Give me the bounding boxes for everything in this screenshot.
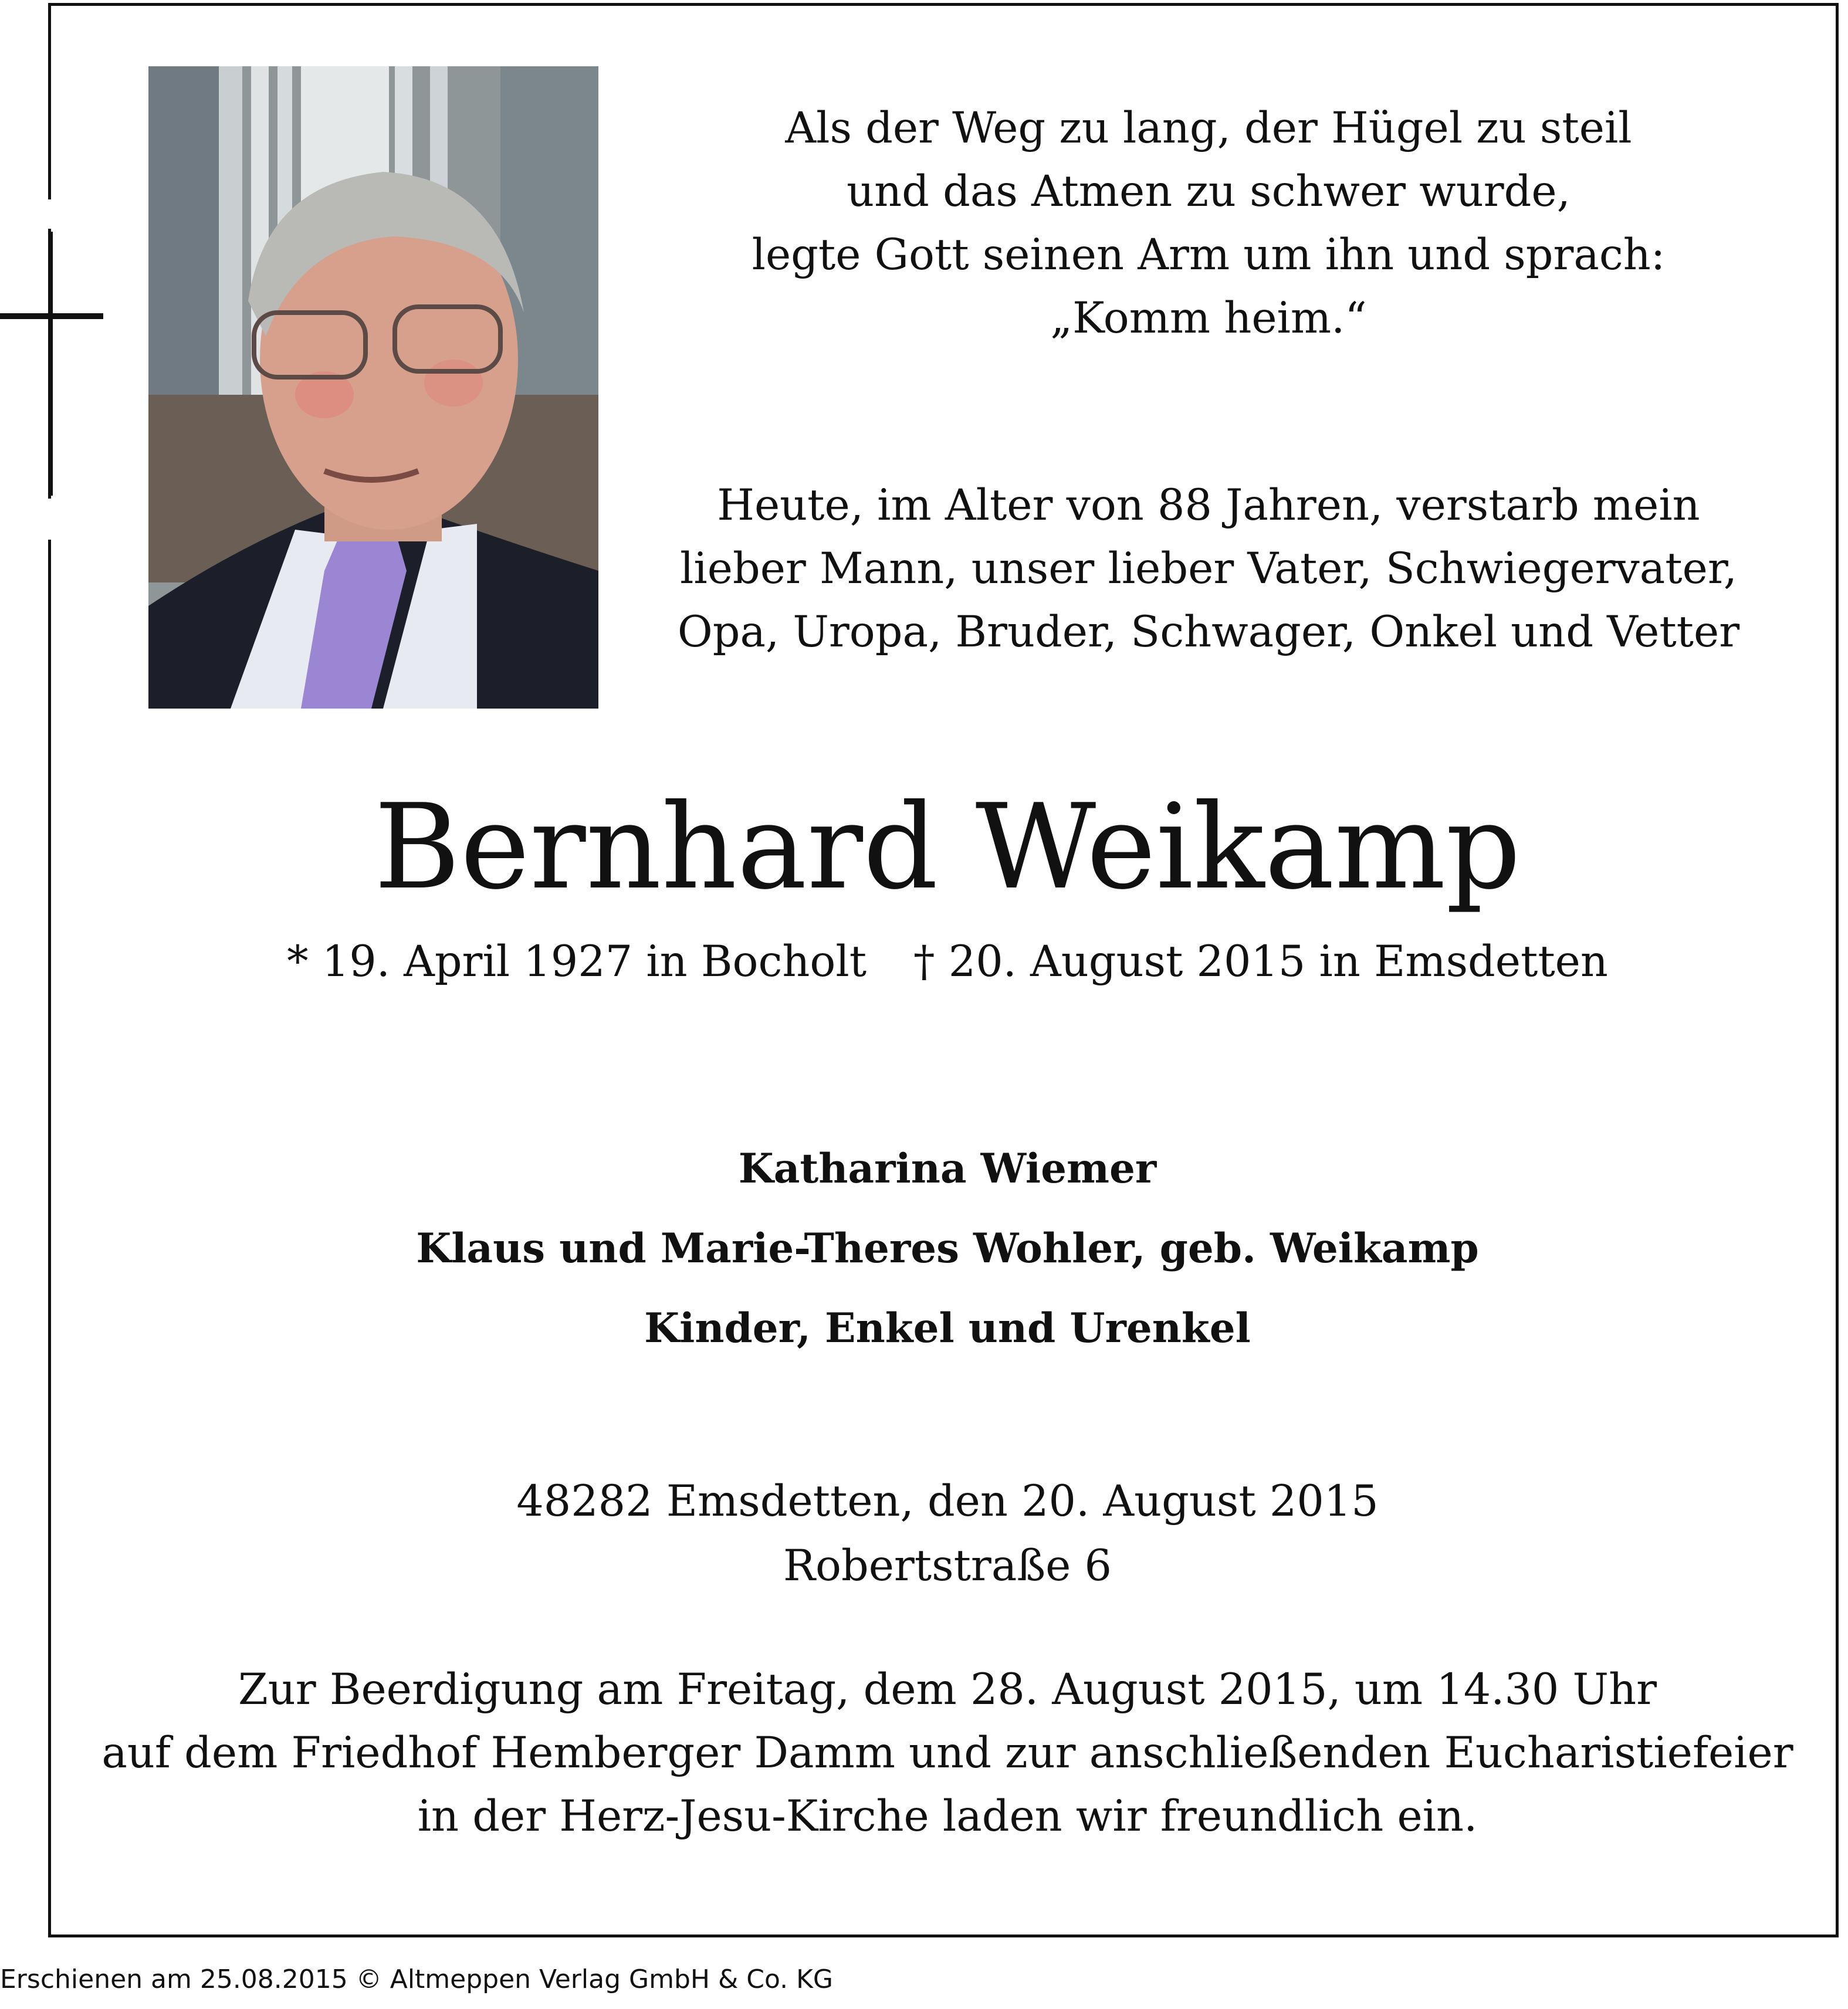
border-gap-top <box>45 199 55 229</box>
intro-line: Heute, im Alter von 88 Jahren, verstarb mein <box>717 480 1700 530</box>
poem <box>651 97 1766 350</box>
deceased-name: Bernhard Weikamp <box>374 779 1521 916</box>
cross-icon-vertical <box>49 232 53 496</box>
intro-text <box>651 474 1766 664</box>
death-date: † 20. August 2015 in Emsdetten <box>913 937 1608 987</box>
portrait-photo <box>148 66 598 709</box>
birth-date: * 19. April 1927 in Bocholt <box>287 937 867 987</box>
funeral-details <box>88 1658 1807 1848</box>
place-date: 48282 Emsdetten, den 20. August 2015 <box>516 1476 1379 1526</box>
funeral-line: Zur Beerdigung am Freitag, dem 28. August 2015, um 14.30 Uhr <box>238 1665 1657 1715</box>
poem-line: Als der Weg zu lang, der Hügel zu steil <box>785 103 1632 153</box>
intro-line: Opa, Uropa, Bruder, Schwager, Onkel und Vetter <box>677 607 1740 657</box>
poem-line: „Komm heim.“ <box>1050 293 1367 343</box>
poem-line: und das Atmen zu schwer wurde, <box>847 167 1571 216</box>
funeral-line: auf dem Friedhof Hemberger Damm und zur anschließenden Eucharistiefeier <box>101 1728 1793 1778</box>
poem-line: legte Gott seinen Arm um ihn und sprach: <box>752 230 1666 280</box>
cross-icon-horizontal <box>0 313 103 319</box>
mourners-list <box>117 1129 1778 1368</box>
life-dates <box>117 930 1778 994</box>
intro-line: lieber Mann, unser lieber Vater, Schwiegervater, <box>680 544 1737 594</box>
funeral-line: in der Herz-Jesu-Kirche laden wir freundlich ein. <box>417 1791 1478 1841</box>
street: Robertstraße 6 <box>783 1541 1112 1591</box>
portrait-illustration <box>148 66 598 709</box>
address <box>117 1469 1778 1598</box>
mourner: Klaus und Marie-Theres Wohler, geb. Weikamp <box>416 1225 1479 1272</box>
publication-footer: Erschienen am 25.08.2015 © Altmeppen Verlag GmbH & Co. KG <box>0 1964 834 1994</box>
border-gap-bottom <box>45 499 55 540</box>
mourner: Kinder, Enkel und Urenkel <box>644 1305 1251 1352</box>
mourner: Katharina Wiemer <box>738 1145 1157 1192</box>
